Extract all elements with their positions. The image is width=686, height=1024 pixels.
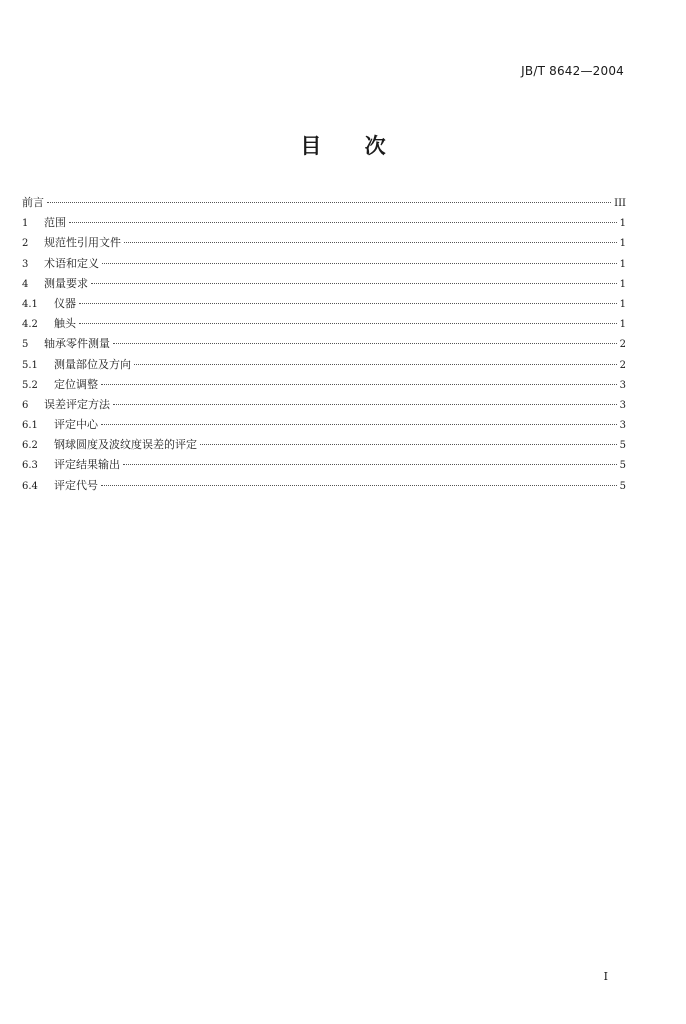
toc-entry-page: 1 (619, 319, 626, 331)
toc-entry-label: 测量要求 (44, 276, 88, 290)
toc-entry-page: 2 (619, 339, 626, 351)
toc-entry-label: 轴承零件测量 (44, 337, 110, 351)
standard-code: JB/T 8642—2004 (521, 64, 624, 78)
toc-entry-page: 5 (619, 460, 626, 472)
toc-entry-page: 2 (619, 359, 626, 371)
toc-entry-page: 1 (619, 238, 626, 250)
toc-entry-number: 5.1 (22, 359, 38, 371)
toc-entry-4[interactable] (22, 274, 626, 294)
toc-entry-number: 2 (22, 238, 29, 250)
dot-leader (102, 263, 617, 264)
toc-entry-number: 4.1 (22, 298, 38, 310)
dot-leader (47, 202, 611, 203)
dot-leader (134, 364, 617, 365)
toc-entry-number: 6 (22, 399, 29, 411)
toc-entry-number: 5 (22, 339, 29, 351)
toc-entry-number: 6.1 (22, 420, 38, 432)
dot-leader (101, 485, 617, 486)
toc-entry-page: 3 (619, 399, 626, 411)
toc-entry-5[interactable] (22, 334, 626, 354)
toc-entry-label: 定位调整 (54, 377, 98, 391)
toc-entry-page: 3 (619, 420, 626, 432)
toc-entry-5-1[interactable] (22, 355, 626, 375)
toc-entry-number: 4 (22, 278, 29, 290)
toc-entry-2[interactable] (22, 233, 626, 253)
toc-entry-1[interactable] (22, 213, 626, 233)
toc-entry-4-2[interactable] (22, 314, 626, 334)
dot-leader (91, 283, 617, 284)
toc-entry-6-3[interactable] (22, 455, 626, 475)
toc-entry-label: 评定代号 (54, 478, 98, 492)
dot-leader (113, 404, 617, 405)
toc-entry-number: 6.2 (22, 440, 38, 452)
toc-entry-page: 1 (619, 298, 626, 310)
toc-entry-label: 评定结果输出 (54, 458, 120, 472)
toc-entry-label: 测量部位及方向 (54, 357, 131, 371)
dot-leader (123, 464, 617, 465)
dot-leader (200, 444, 617, 445)
toc-entry-3[interactable] (22, 254, 626, 274)
toc-entry-foreword[interactable] (22, 193, 626, 213)
toc-entry-6-1[interactable] (22, 415, 626, 435)
toc-entry-number: 3 (22, 258, 29, 270)
toc-entry-number: 6.4 (22, 480, 38, 492)
toc-entry-label: 仪器 (54, 296, 76, 310)
toc-entry-6-2[interactable] (22, 435, 626, 455)
toc-entry-page: 5 (619, 480, 626, 492)
toc-entry-label: 术语和定义 (44, 256, 99, 270)
dot-leader (124, 242, 617, 243)
dot-leader (113, 343, 617, 344)
toc-entry-number: 1 (22, 218, 29, 230)
table-of-contents (22, 193, 626, 496)
toc-entry-label: 误差评定方法 (44, 397, 110, 411)
toc-entry-number: 6.3 (22, 460, 38, 472)
dot-leader (79, 323, 617, 324)
page-folio: I (603, 970, 608, 983)
toc-entry-label: 触头 (54, 317, 76, 331)
toc-entry-page: 1 (619, 278, 626, 290)
dot-leader (101, 424, 617, 425)
toc-entry-page: 1 (619, 258, 626, 270)
toc-entry-number: 5.2 (22, 379, 38, 391)
toc-entry-5-2[interactable] (22, 375, 626, 395)
toc-entry-page: III (614, 198, 626, 209)
toc-entry-label: 范围 (44, 216, 66, 230)
toc-entry-label: 评定中心 (54, 418, 98, 432)
toc-entry-6-4[interactable] (22, 476, 626, 496)
dot-leader (101, 384, 617, 385)
toc-entry-6[interactable] (22, 395, 626, 415)
toc-entry-label: 钢球圆度及波纹度误差的评定 (54, 438, 197, 452)
toc-entry-4-1[interactable] (22, 294, 626, 314)
toc-entry-label: 前言 (22, 196, 44, 209)
toc-entry-page: 3 (619, 379, 626, 391)
toc-entry-label: 规范性引用文件 (44, 236, 121, 250)
page-title: 目 次 (300, 134, 386, 158)
toc-entry-number: 4.2 (22, 319, 38, 331)
dot-leader (69, 222, 617, 223)
dot-leader (79, 303, 617, 304)
toc-entry-page: 1 (619, 218, 626, 230)
toc-entry-page: 5 (619, 440, 626, 452)
